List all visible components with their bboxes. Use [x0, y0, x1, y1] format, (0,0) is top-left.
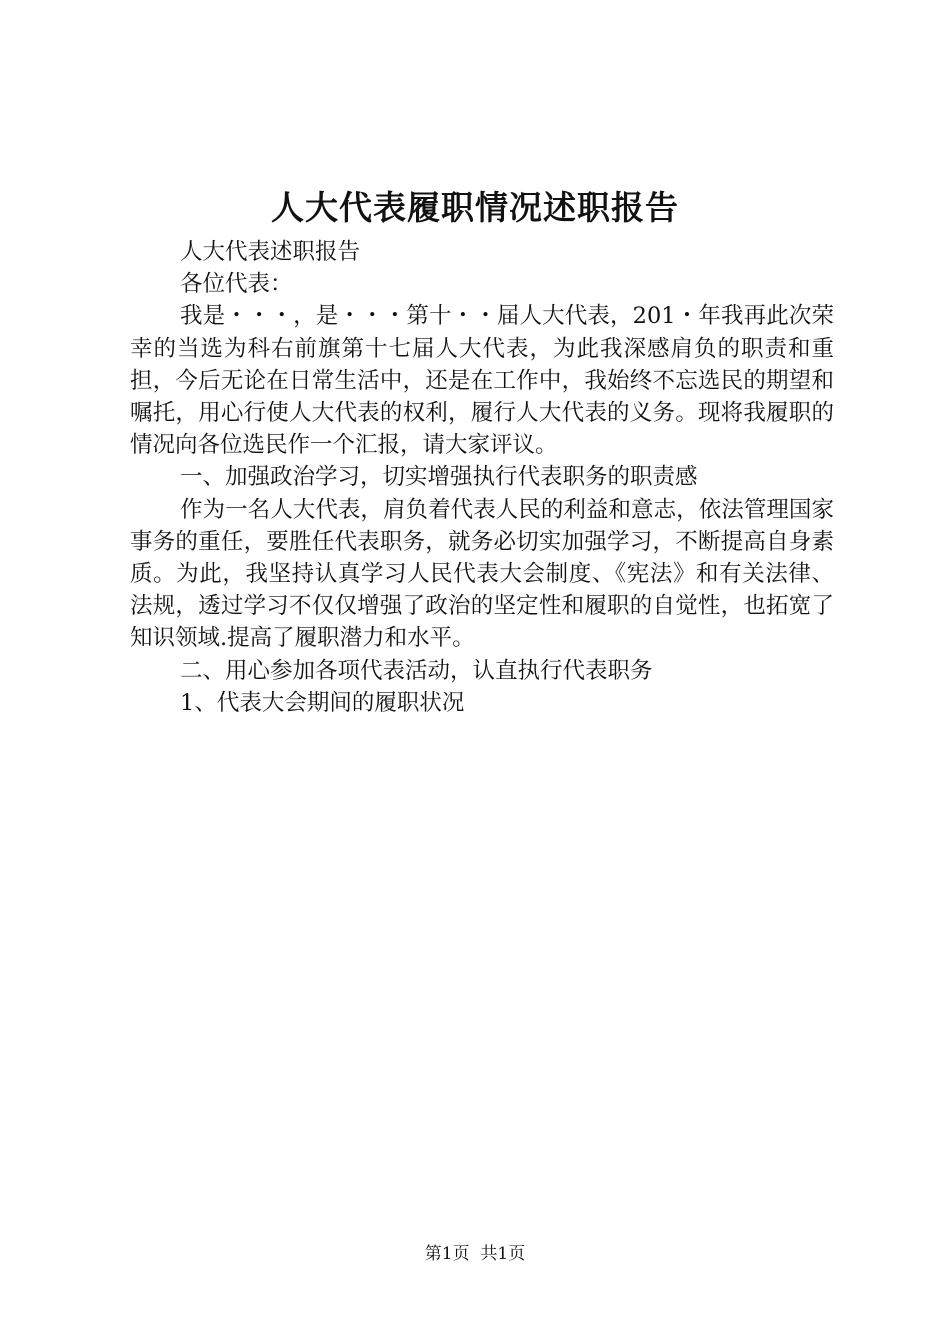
paragraph-report-heading: 人大代表述职报告 [180, 239, 361, 265]
section-heading-2: 二、用心参加各项代表活动，认直执行代表职务 [180, 657, 653, 684]
subsection-heading-1: 1、代表大会期间的履职状况 [180, 689, 465, 716]
section-heading-1: 一、加强政治学习，切实增强执行代表职务的职责感 [180, 464, 698, 491]
page-number: 第1页 [424, 1244, 470, 1264]
page-footer [0, 1241, 950, 1267]
total-pages: 共1页 [480, 1244, 526, 1264]
document-title: 人大代表履职情况述职报告 [271, 188, 679, 227]
document-body [130, 236, 834, 719]
paragraph-section-1: 作为一名人大代表，肩负着代表人民的利益和意志，依法管理国家事务的重任，要胜任代表职务，就务必切实加强学习，不断提高自身素质。为此，我坚持认真学习人民代表大会制度、《宪法》和有关法律、法规，透过学习不仅仅增强了政治的坚定性和履职的自觉性，也拓宽了知识领域.提高了履职潜力和水平。 [130, 496, 834, 652]
paragraph-introduction: 我是・・・，是・・・第十・・届人大代表，201・年我再此次荣幸的当选为科右前旗第十七届人大代表，为此我深感肩负的职责和重担，今后无论在日常生活中，还是在工作中，我始终不忘选民的期望和嘱托，用心行使人大代表的权利，履行人大代表的义务。现将我履职的情况向各位选民作一个汇报，请大家评议。 [130, 303, 834, 459]
paragraph-salutation: 各位代表： [180, 271, 293, 298]
